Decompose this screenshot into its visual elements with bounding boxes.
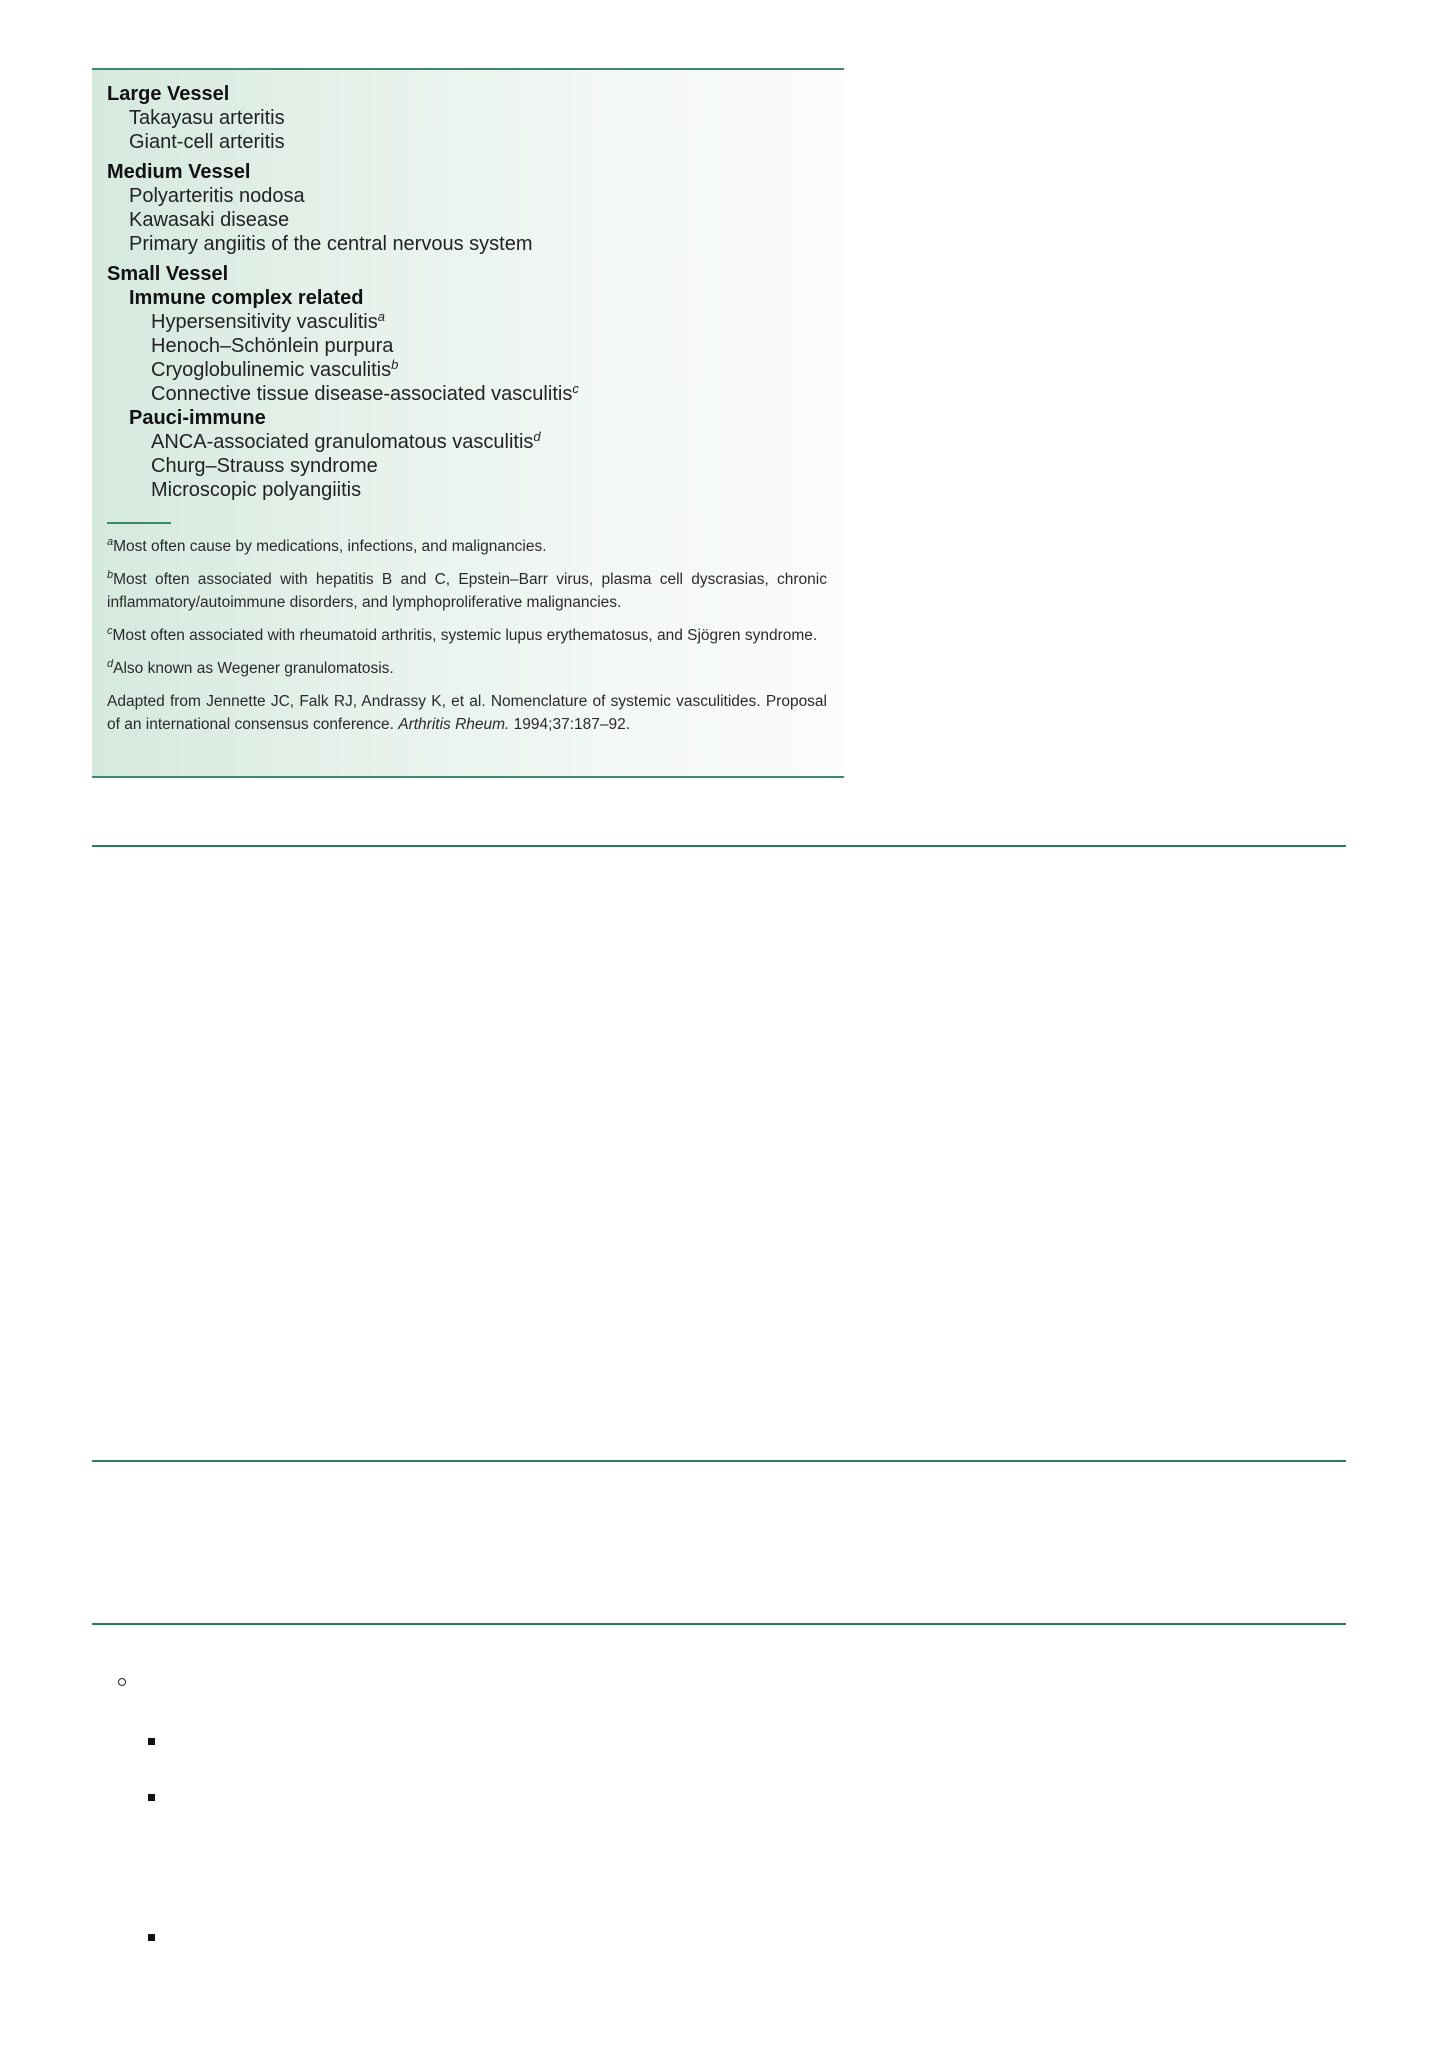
footnote-mark: b: [391, 357, 399, 372]
list-item: Kawasaki disease: [129, 209, 290, 231]
citation-text: Adapted from Jennette JC, Falk RJ, Andrassy K, et al. Nomenclature of systemic vasculitides. Proposal of an international consensus conference.: [107, 693, 827, 733]
list-item: [107, 334, 827, 358]
footnote-mark: c: [107, 625, 113, 637]
footnotes: [107, 535, 827, 746]
list-item: Polyarteritis nodosa: [129, 185, 305, 207]
item-text: Hypersensitivity vasculitis: [151, 311, 378, 333]
footnote-mark: a: [107, 536, 114, 548]
category-heading: Large Vessel: [107, 83, 230, 105]
category-heading: Small Vessel: [107, 263, 229, 285]
footnote-text: Most often associated with hepatitis B and C, Epstein–Barr virus, plasma cell dyscrasias, chronic inflammatory/autoimmune disorders, and lymphoproliferative malignancies.: [107, 571, 827, 611]
category-heading: Medium Vessel: [107, 161, 251, 183]
footnote-separator: [107, 522, 171, 524]
source-citation: [107, 690, 827, 736]
footnote-mark: d: [533, 429, 541, 444]
footnote-text: Most often cause by medications, infections, and malignancies.: [113, 538, 547, 555]
item-text: Microscopic polyangiitis: [151, 479, 362, 501]
item-text: Cryoglobulinemic vasculitis: [151, 359, 392, 381]
classification-list: [107, 82, 827, 502]
footnote-mark: b: [107, 569, 114, 581]
item-text: Henoch–Schönlein purpura: [151, 335, 394, 357]
footnote-mark: d: [107, 658, 114, 670]
footnote-text: Most often associated with rheumatoid arthritis, systemic lupus erythematosus, and Sjögren syndrome.: [112, 627, 818, 644]
footnote: [107, 535, 827, 558]
item-text: Churg–Strauss syndrome: [151, 455, 378, 477]
journal-name: Arthritis Rheum.: [398, 716, 510, 733]
square-bullet-icon: [148, 1934, 155, 1941]
list-item: [107, 430, 827, 454]
circle-bullet-icon: [118, 1678, 126, 1686]
footnote: [107, 568, 827, 614]
item-text: ANCA-associated granulomatous vasculitis: [151, 431, 534, 453]
list-item: Primary angiitis of the central nervous system: [129, 233, 533, 255]
square-bullet-icon: [148, 1794, 155, 1801]
footnote: [107, 657, 827, 680]
list-item: [107, 382, 827, 406]
footnote-mark: c: [572, 381, 579, 396]
section-divider: [92, 1623, 1346, 1625]
list-item: [107, 478, 827, 502]
list-item: [107, 310, 827, 334]
citation-details: 1994;37:187–92.: [509, 716, 631, 733]
section-divider: [92, 1460, 1346, 1462]
footnote-text: Also known as Wegener granulomatosis.: [113, 660, 394, 677]
subgroup-heading: Pauci-immune: [129, 407, 266, 429]
footnote: [107, 624, 827, 647]
footnote-mark: a: [377, 309, 385, 324]
square-bullet-icon: [148, 1738, 155, 1745]
list-item: [107, 358, 827, 382]
section-divider: [92, 845, 1346, 847]
vasculitis-classification-table: [92, 68, 844, 778]
list-item: Giant-cell arteritis: [129, 131, 285, 153]
list-item: [107, 454, 827, 478]
list-item: Takayasu arteritis: [129, 107, 285, 129]
subgroup-heading: Immune complex related: [129, 287, 364, 309]
item-text: Connective tissue disease-associated vasculitis: [151, 383, 573, 405]
